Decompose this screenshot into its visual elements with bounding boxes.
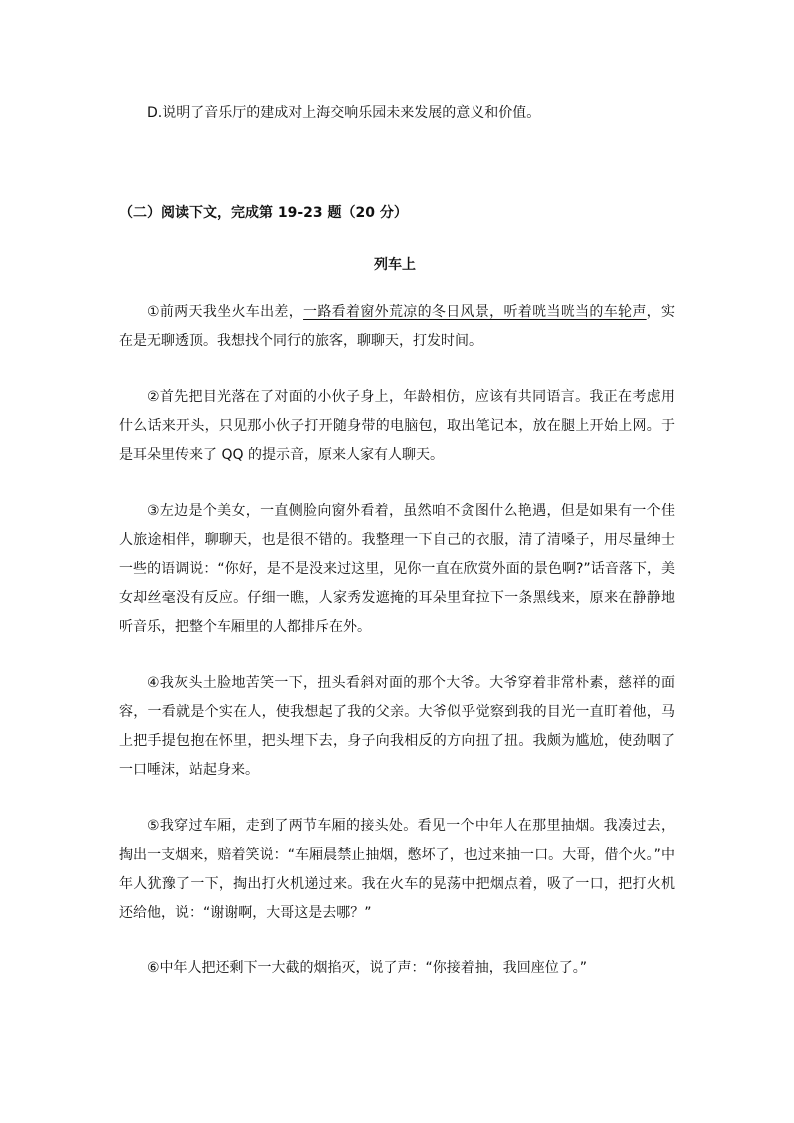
- section-heading: （二）阅读下文，完成第 19-23 题（20 分）: [119, 205, 408, 221]
- paragraph-1: [119, 298, 675, 356]
- article-title: 列车上: [374, 257, 416, 273]
- paragraph-1-before: ①前两天我坐火车出差，: [147, 304, 304, 320]
- paragraph-3: ③左边是个美女，一直侧脸向窗外看着，虽然咱不贪图什么艳遇，但是如果有一个佳人旅途相伴，聊聊天，也是很不错的。我整理一下自己的衣服，清了清嗓子，用尽量绅士一些的语调说：“你好，是不是没来过这里，见你一直在欣赏外面的景色啊?”话音落下，美女却丝毫没有反应。仔细一瞧，人家秀发遮掩的耳朵里耷拉下一条黑线来，原来在静静地听音乐，把整个车厢里的人都排斥在外。: [119, 503, 675, 635]
- paragraph-5: ⑤我穿过车厢，走到了两节车厢的接头处。看见一个中年人在那里抽烟。我凑过去，掏出一支烟来，赔着笑说：“车厢晨禁止抽烟，憋坏了，也过来抽一口。大哥，借个火。”中年人犹豫了一下，掏出打火机递过来。我在火车的晃荡中把烟点着，吸了一口，把打火机还给他，说：“谢谢啊，大哥这是去哪？”: [119, 818, 675, 921]
- option-d: D.说明了音乐厅的建成对上海交响乐园未来发展的意义和价值。: [147, 105, 541, 121]
- paragraph-1-underlined: 一路看着窗外荒凉的冬日风景，听着咣当咣当的车轮声: [303, 304, 647, 320]
- paragraph-1-after: ，实在是无聊透顶。我想找个同行的旅客，聊聊天，打发时间。: [119, 304, 675, 349]
- paragraph-6: ⑥中年人把还剩下一大截的烟掐灭，说了声：“你接着抽，我回座位了。”: [147, 960, 588, 976]
- paragraph-2: ②首先把目光落在了对面的小伙子身上，年龄相仿，应该有共同语言。我正在考虑用什么话来开头，只见那小伙子打开随身带的电脑包，取出笔记本，放在腿上开始上网。于是耳朵里传来了 QQ 的提示音，原来人家有人聊天。: [119, 389, 675, 463]
- paragraph-4: ④我灰头土脸地苦笑一下，扭头看斜对面的那个大爷。大爷穿着非常朴素，慈祥的面容，一看就是个实在人，使我想起了我的父亲。大爷似乎觉察到我的目光一直盯着他，马上把手提包抱在怀里，把头埋下去，身子向我相反的方向扭了扭。我颇为尴尬，使劲咽了一口唾沫，站起身来。: [119, 675, 675, 778]
